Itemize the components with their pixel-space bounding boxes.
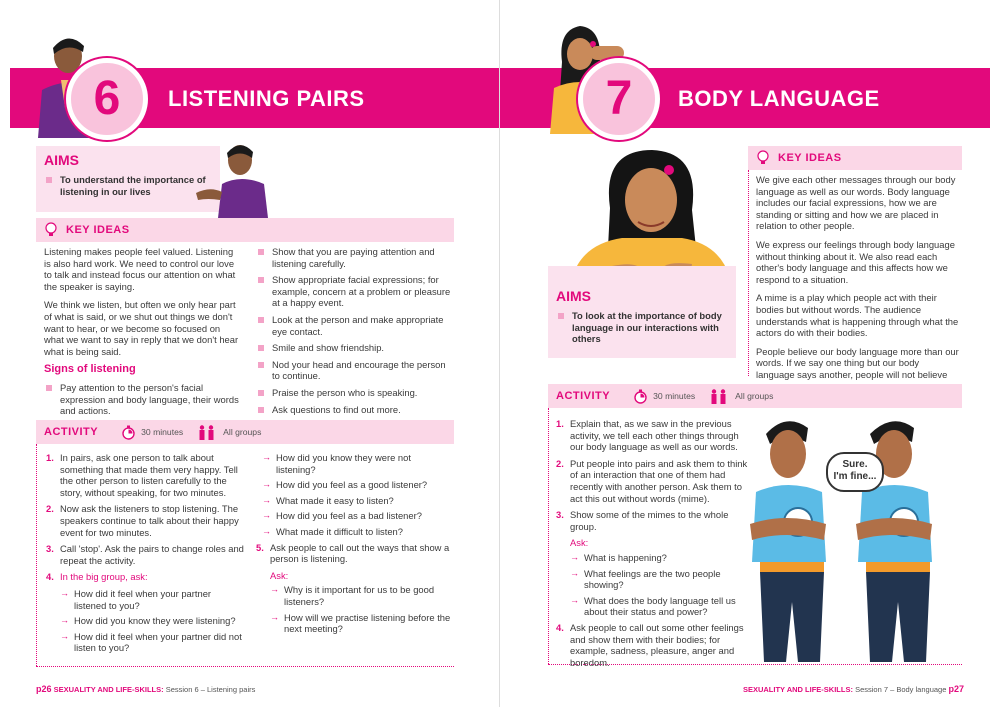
- question-item: → What made it difficult to listen?: [260, 526, 452, 538]
- activity-step: 2. Put people into pairs and ask them to think of an interaction that one of them had recently with another person. Ask them to act this out without words (mime).: [556, 457, 748, 504]
- signs-item: Show appropriate facial expressions; for example, concern at a problem or pleasure at a happy event.: [256, 274, 452, 309]
- key-ideas-col1: [44, 246, 242, 422]
- session-title: LISTENING PAIRS: [168, 86, 365, 111]
- speech-bubble: [826, 452, 884, 492]
- activity-step: 4. In the big group, ask:: [46, 571, 148, 583]
- key-ideas-paragraph: We give each other messages through our body language as well as our words. Body language includes our facial expressions, how we are standing or sitting and how we are placed in relation to other people.: [756, 174, 956, 232]
- key-ideas-text: [756, 174, 960, 399]
- stopwatch-icon: [122, 425, 135, 440]
- question-item: → How did it feel when your partner listened to you?: [58, 588, 244, 611]
- activity-step: 3. Call 'stop'. Ask the pairs to change roles and repeat the activity.: [46, 543, 244, 566]
- speech-bubble-line: Sure.: [842, 459, 868, 470]
- activity-time: 30 minutes: [653, 391, 696, 401]
- key-ideas-border-left: [748, 170, 749, 376]
- question-item: → How did it feel when your partner did not listen to you?: [58, 631, 244, 654]
- activity-heading: ACTIVITY: [556, 390, 611, 402]
- key-ideas-paragraph: We express our feelings through body language without thinking about it. We also read each other's body language and this affects how we respond to a situation.: [756, 238, 955, 285]
- footer-text: SEXUALITY AND LIFE-SKILLS:: [742, 685, 853, 694]
- key-ideas-header: [36, 218, 454, 242]
- question-item: → Why is it important for us to be good listeners?: [268, 584, 452, 607]
- activity-step: 4. Ask people to call out some other feelings and show them with their bodies; for example, sadness, pleasure, anger and boredom.: [556, 621, 744, 668]
- key-ideas-heading: KEY IDEAS: [778, 152, 842, 164]
- session-number-circle: 7: [578, 58, 660, 140]
- aims-item: To look at the importance of body language in our interactions with others: [556, 310, 728, 345]
- signs-item: Pay attention to the person's facial expression and body language, their words and actions.: [44, 382, 242, 417]
- key-ideas-paragraph: People believe our body language more than our words. If we say one thing but our body language says another, people will not believe: [756, 345, 959, 380]
- signs-item: Nod your head and encourage the person to continue.: [256, 359, 452, 382]
- footer-text: SEXUALITY AND LIFE-SKILLS:: [53, 685, 164, 694]
- question-item: → How will we practise listening before the next meeting?: [268, 612, 452, 635]
- page-number: p27: [948, 684, 964, 694]
- aims-heading: AIMS: [44, 152, 79, 168]
- page-right: [500, 0, 1000, 707]
- woman-illustration-large: [552, 148, 742, 278]
- footer-left: [36, 684, 255, 694]
- question-item: → What does the body language tell us about their status and power?: [568, 595, 752, 618]
- activity-steps: [556, 418, 752, 673]
- question-item: → How did you feel as a good listener?: [260, 479, 452, 491]
- key-ideas-paragraph: Listening makes people feel valued. Listening is also hard work. We need to control our love to talk and instead focus our attention on what the speaker is saying.: [44, 246, 236, 292]
- activity-step: 1. Explain that, as we saw in the previous activity, we tell each other things through our body language as well as our words.: [556, 418, 739, 453]
- question-item: → What made it easy to listen?: [260, 495, 452, 507]
- lightbulb-icon: [756, 150, 770, 166]
- activity-heading: ACTIVITY: [44, 426, 99, 438]
- signs-item: Look at the person and make appropriate eye contact.: [256, 314, 452, 337]
- question-item: → How did you know they were not listening?: [260, 452, 452, 475]
- session-number-circle: 6: [66, 58, 148, 140]
- activity-groups: All groups: [223, 427, 262, 437]
- activity-col2: [256, 452, 452, 639]
- two-boys-illustration: [746, 412, 954, 664]
- aims-box: [548, 266, 736, 358]
- key-ideas-paragraph: A mime is a play which people act with their bodies but without words. The audience understands what is happening through what the actors do with their bodies.: [756, 292, 959, 339]
- key-ideas-paragraph: We think we listen, but often we only hear part of what is said, or we shut out things we don't want to hear, or we become so focused on what we want to say in reply that we don't hear what is being said.: [44, 299, 239, 357]
- activity-groups: All groups: [735, 391, 774, 401]
- key-ideas-header: [748, 146, 962, 170]
- stopwatch-icon: [634, 389, 647, 404]
- signs-item: Smile and show friendship.: [256, 342, 452, 354]
- activity-border-bottom: [36, 666, 454, 667]
- key-ideas-col2: [256, 246, 452, 420]
- activity-header: [36, 420, 454, 444]
- group-icon: [709, 389, 729, 404]
- activity-time: 30 minutes: [141, 427, 184, 437]
- key-ideas-heading: KEY IDEAS: [66, 224, 130, 236]
- signs-item: Ask questions to find out more.: [256, 404, 452, 416]
- footer-session: Session 7 – Body language: [855, 685, 947, 694]
- signs-item: Show that you are paying attention and listening carefully.: [256, 246, 452, 269]
- aims-item: To understand the importance of listening in our lives: [44, 174, 214, 197]
- activity-col1: [46, 452, 244, 658]
- activity-step: 1. In pairs, ask one person to talk about something that made them very happy. Tell the other person to listen carefully to the story, without speaking, for two minutes.: [46, 452, 238, 498]
- aims-heading: AIMS: [556, 288, 591, 304]
- activity-step: 3. Show some of the mimes to the whole group.: [556, 509, 729, 532]
- session-title: BODY LANGUAGE: [678, 86, 880, 111]
- group-icon: [197, 425, 217, 440]
- activity-step: 2. Now ask the listeners to stop listening. The speakers continue to talk about their happy event for two minutes.: [46, 503, 239, 538]
- activity-border-left: [548, 408, 549, 664]
- man-illustration-aims: [196, 138, 276, 218]
- ask-label: Ask:: [270, 569, 289, 581]
- activity-header: [548, 384, 962, 408]
- aims-box: [36, 146, 220, 212]
- signs-item: Praise the person who is speaking.: [256, 387, 452, 399]
- question-item: → How did you know they were listening?: [58, 615, 244, 627]
- speech-bubble-line: I'm fine...: [833, 471, 877, 482]
- question-item: → How did you feel as a bad listener?: [260, 510, 452, 522]
- signs-heading: Signs of listening: [44, 363, 136, 376]
- question-item: → What is happening?: [568, 552, 752, 564]
- lightbulb-icon: [44, 222, 58, 238]
- ask-label: Ask:: [570, 537, 589, 549]
- activity-border-left: [36, 444, 37, 666]
- page-number: p26: [36, 684, 52, 694]
- footer-right: [743, 684, 964, 694]
- activity-step: 5. Ask people to call out the ways that show a person is listening.: [256, 541, 450, 565]
- footer-session: Session 6 – Listening pairs: [165, 685, 256, 694]
- question-item: → What feelings are the two people showing?: [568, 568, 752, 591]
